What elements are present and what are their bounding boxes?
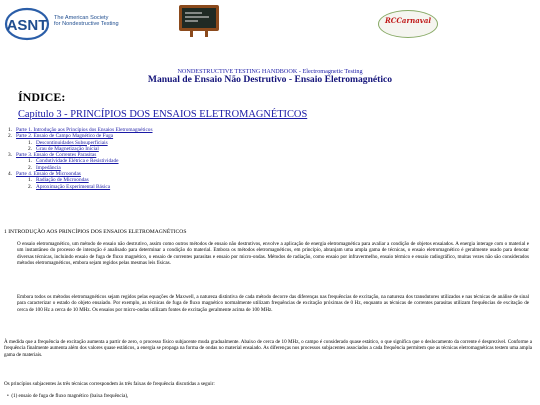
- paragraph-maxwell: Embora todos os métodos eletromagnéticos sejam regidos pelas equações de Maxwell, a natureza distintiva de cada método decorre das diferenças nas frequências de excitação, na natureza dos transdutores utilizados e nas técnicas de análise de sinal para caracterizar o estado do objeto ensaiado. Por exemplo, as técnicas de fuga de fluxo magnético normalmente utilizam frequências de excitação próximas de 0 Hz, enquanto as técnicas de correntes parasitas utilizam frequências de excitação de cerca de 100 Hz a cerca de 10 MHz. Os ensaios por micro-ondas utilizam fontes de excitação geralmente acima de 100 MHz.: [17, 294, 529, 313]
- toc-item[interactable]: 1. Radiação de Microondas: [28, 177, 89, 184]
- svg-text:ASNT: ASNT: [6, 17, 48, 34]
- toc-item[interactable]: 1. Parte 1. Introdução aos Princípios dos Ensaios Eletromagnéticos: [8, 127, 153, 133]
- page-title: Manual de Ensaio Não Destrutivo - Ensaio Eletromagnético: [147, 74, 393, 85]
- asnt-logo[interactable]: [4, 6, 124, 42]
- toc-link-parte-1[interactable]: Parte 1. Introdução aos Princípios dos Ensaios Eletromagnéticos: [16, 127, 153, 133]
- toc-item[interactable]: 1. Condutividade Elétrica e Resistividade: [28, 158, 119, 165]
- toc-item[interactable]: 4. Parte 4. Ensaio de Microondas: [8, 171, 81, 178]
- index-heading: ÍNDICE:: [18, 90, 66, 104]
- toc-link-condutividade[interactable]: Condutividade Elétrica e Resistividade: [36, 158, 119, 165]
- toc-item[interactable]: 2. Grau de Magnetização Inicial: [28, 145, 99, 152]
- table-of-contents: [0, 127, 300, 190]
- rc-carnaval-logo[interactable]: [378, 10, 438, 38]
- toc-link-grau[interactable]: Grau de Magnetização Inicial: [36, 145, 99, 152]
- chalkboard-icon: [176, 2, 222, 38]
- toc-item[interactable]: 2. Parte 2. Ensaio de Campo Magnético de Fuga: [8, 133, 114, 140]
- handbook-subtitle: NONDESTRUCTIVE TESTING HANDBOOK - Electromagnetic Testing: [177, 68, 363, 75]
- toc-link-descontinuidades[interactable]: Descontinuidades Subsuperficiais: [36, 139, 108, 146]
- toc-item[interactable]: 2. Aproximação Experimental Básica: [28, 183, 111, 190]
- toc-item[interactable]: 2. Impedância: [28, 164, 61, 171]
- section-heading: 1 INTRODUÇÃO AOS PRINCÍPIOS DOS ENSAIOS ELETROMAGNÉTICOS: [4, 229, 187, 235]
- rc-logo-text: RCCarnaval: [384, 16, 432, 25]
- chapter-link[interactable]: Capítulo 3 - PRINCÍPIOS DOS ENSAIOS ELETROMAGNÉTICOS: [18, 109, 308, 120]
- toc-link-radiacao[interactable]: Radiação de Microondas: [36, 177, 89, 184]
- toc-link-parte-2[interactable]: Parte 2. Ensaio de Campo Magnético de Fuga: [16, 133, 114, 140]
- bullet-text: (1) ensaio de fuga de fluxo magnético (baixa frequência),: [11, 393, 129, 399]
- paragraph-principles: Os princípios subjacentes às três técnicas correspondem às três faixas de frequência discutidas a seguir:: [4, 381, 215, 387]
- asnt-society-name: The American Society for Nondestructive Testing: [54, 15, 119, 28]
- asnt-logo-mark: [4, 6, 50, 42]
- toc-item[interactable]: 3. Parte 3. Ensaio de Correntes Parasitas: [8, 152, 97, 159]
- toc-link-impedancia[interactable]: Impedância: [36, 164, 61, 171]
- paragraph-intro: O ensaio eletromagnético, um método de ensaio não destrutivo, assim como outros métodos de ensaio não destrutivos, envolve a aplicação de energia eletromagnética para avaliar a condição de objetos ensaiados. A energia interage com o material e um instantâneo do processo de interação é analisado para determinar a condição do material. Embora os métodos eletromagnéticos, em princípio, abranjam uma ampla gama de técnicas, o ensaio eletromagnético é geralmente usado para denotar diversas técnicas, incluindo ensaio de fuga de fluxo magnético, o ensaio de correntes parasitas e ensaio por micro-ondas. Métodos de radiação, como ensaio por infravermelho, ensaio térmico e ensaio radiográfico, muitas vezes não são considerados métodos eletromagnéticos, embora sejam regidos pelas mesmas leis físicas.: [17, 241, 529, 266]
- paragraph-frequency: À medida que a frequência de excitação aumenta a partir de zero, o processo físico subjacente muda gradualmente. Abaixo de cerca de 10 MHz, o campo é considerado quase estático, o que significa que o deslocamento da corrente é desprezível. Conforme a frequência finalmente aumenta além dos valores quase estáticos, a energia se propaga na forma de ondas no material ensaiado. As diferenças nos processos subjacentes associados a cada frequência permitem que as técnicas eletromagnéticas testem uma ampla gama de materiais.: [4, 339, 532, 358]
- toc-item[interactable]: 1. Descontinuidades Subsuperficiais: [28, 139, 108, 146]
- toc-link-parte-3[interactable]: Parte 3. Ensaio de Correntes Parasitas: [16, 152, 97, 159]
- toc-link-aproximacao[interactable]: Aproximação Experimental Básica: [36, 183, 111, 190]
- bullet-item: • (1) ensaio de fuga de fluxo magnético (baixa frequência),: [7, 393, 129, 399]
- toc-link-parte-4[interactable]: Parte 4. Ensaio de Microondas: [16, 171, 81, 178]
